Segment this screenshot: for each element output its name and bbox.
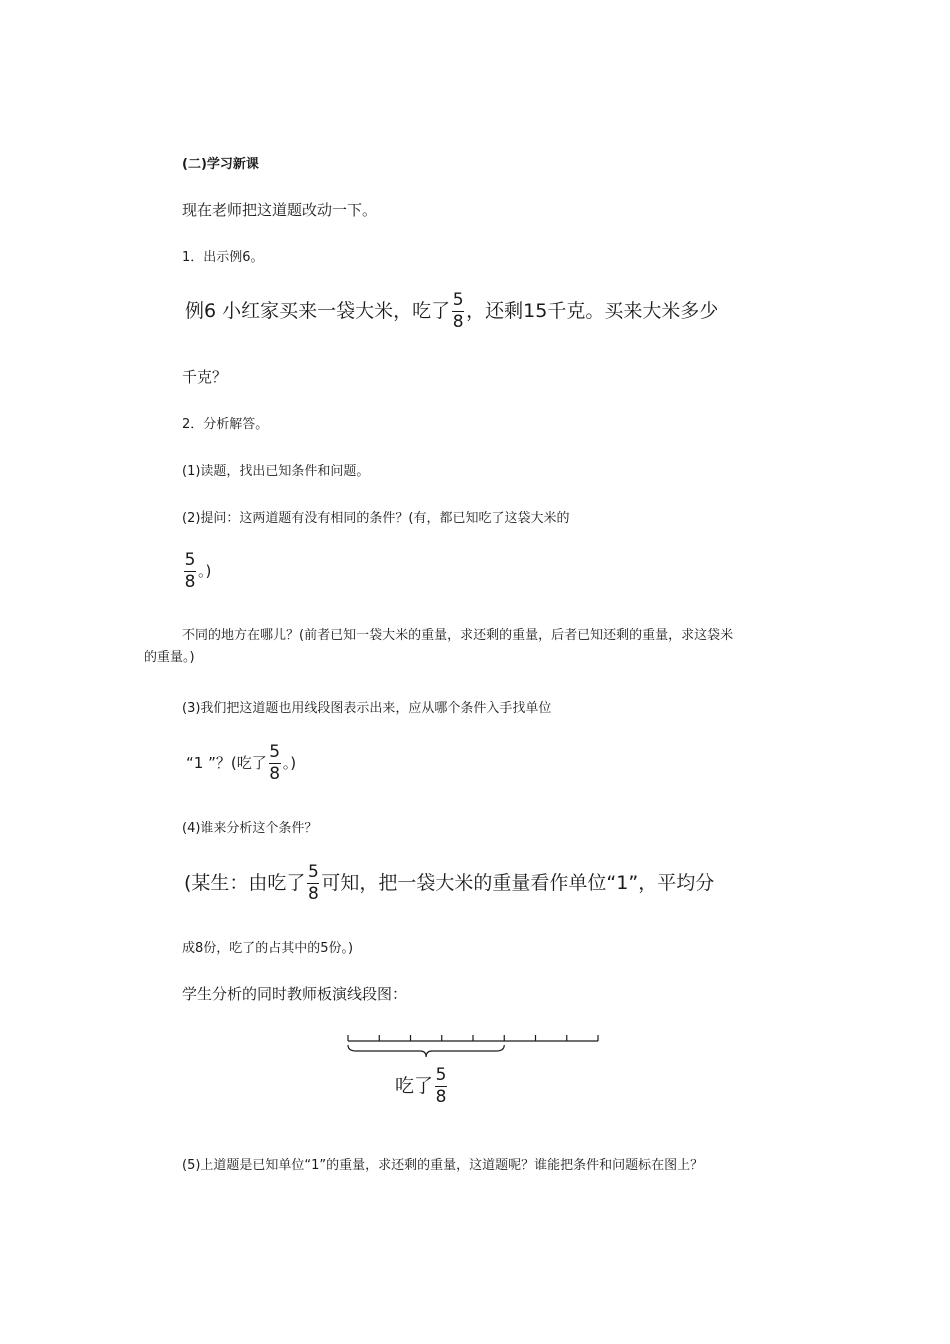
diagram-label-text: 吃了 bbox=[395, 1075, 434, 1097]
board-note: 学生分析的同时教师板演线段图： bbox=[182, 985, 408, 1003]
fraction-numerator: 5 bbox=[269, 742, 281, 762]
fraction-numerator: 5 bbox=[435, 1065, 447, 1085]
step-2: 2．分析解答。 bbox=[182, 417, 269, 432]
question-2-fraction-line bbox=[182, 552, 211, 591]
difference-paragraph bbox=[144, 625, 794, 669]
eaten-brace bbox=[348, 1045, 504, 1057]
example-prefix: 例6 小红家买来一袋大米，吃了 bbox=[185, 300, 451, 322]
question-2-tail: 。) bbox=[198, 562, 212, 580]
question-2: (2)提问：这两道题有没有相同的条件？(有，都已知吃了这袋大米的 bbox=[182, 511, 570, 526]
question-3: (3)我们把这道题也用线段图表示出来，应从哪个条件入手找单位 bbox=[182, 701, 552, 716]
student-answer bbox=[184, 864, 714, 903]
student-prefix: (某生：由吃了 bbox=[184, 872, 306, 894]
line-segment-svg bbox=[340, 1025, 610, 1075]
question-5: (5)上道题是已知单位“1”的重量，求还剩的重量，这道题呢？谁能把条件和问题标在图上？ bbox=[182, 1158, 704, 1173]
question-3-fraction bbox=[269, 744, 281, 783]
question-1: (1)读题，找出已知条件和问题。 bbox=[182, 464, 370, 479]
fraction-denominator: 8 bbox=[452, 312, 464, 332]
intro-text: 现在老师把这道题改动一下。 bbox=[182, 201, 378, 219]
student-continuation: 成8份，吃了的占其中的5份。) bbox=[182, 941, 354, 956]
fraction-denominator: 8 bbox=[435, 1087, 447, 1107]
step-1: 1．出示例6。 bbox=[182, 250, 264, 265]
section-title: (二)学习新课 bbox=[182, 157, 259, 172]
question-2-fraction bbox=[184, 552, 196, 591]
diagram-label bbox=[395, 1067, 449, 1106]
difference-line-2: 的重量。) bbox=[144, 650, 195, 665]
fraction-numerator: 5 bbox=[308, 862, 319, 882]
diagram-fraction bbox=[435, 1067, 447, 1106]
example-suffix: ，还剩15千克。买来大米多少 bbox=[466, 300, 719, 322]
fraction-numerator: 5 bbox=[184, 550, 196, 570]
fraction-denominator: 8 bbox=[184, 572, 196, 592]
student-suffix: 可知，把一袋大米的重量看作单位“1”，平均分 bbox=[321, 872, 715, 894]
fraction-denominator: 8 bbox=[308, 884, 319, 904]
example-continuation: 千克？ bbox=[182, 368, 228, 386]
student-fraction bbox=[307, 864, 319, 903]
line-segment-diagram bbox=[340, 1025, 610, 1115]
question-3-quote-line bbox=[186, 744, 296, 783]
example-fraction bbox=[452, 292, 464, 331]
question-3-quote: “1 ”？(吃了 bbox=[186, 754, 267, 772]
question-4: (4)谁来分析这个条件？ bbox=[182, 821, 318, 836]
example-6 bbox=[185, 292, 718, 331]
fraction-denominator: 8 bbox=[269, 764, 281, 784]
question-3-tail: 。) bbox=[282, 754, 297, 772]
difference-line-1: 不同的地方在哪儿？(前者已知一袋大米的重量，求还剩的重量，后者已知还剩的重量，求这袋米 bbox=[182, 628, 734, 643]
fraction-numerator: 5 bbox=[452, 290, 464, 310]
